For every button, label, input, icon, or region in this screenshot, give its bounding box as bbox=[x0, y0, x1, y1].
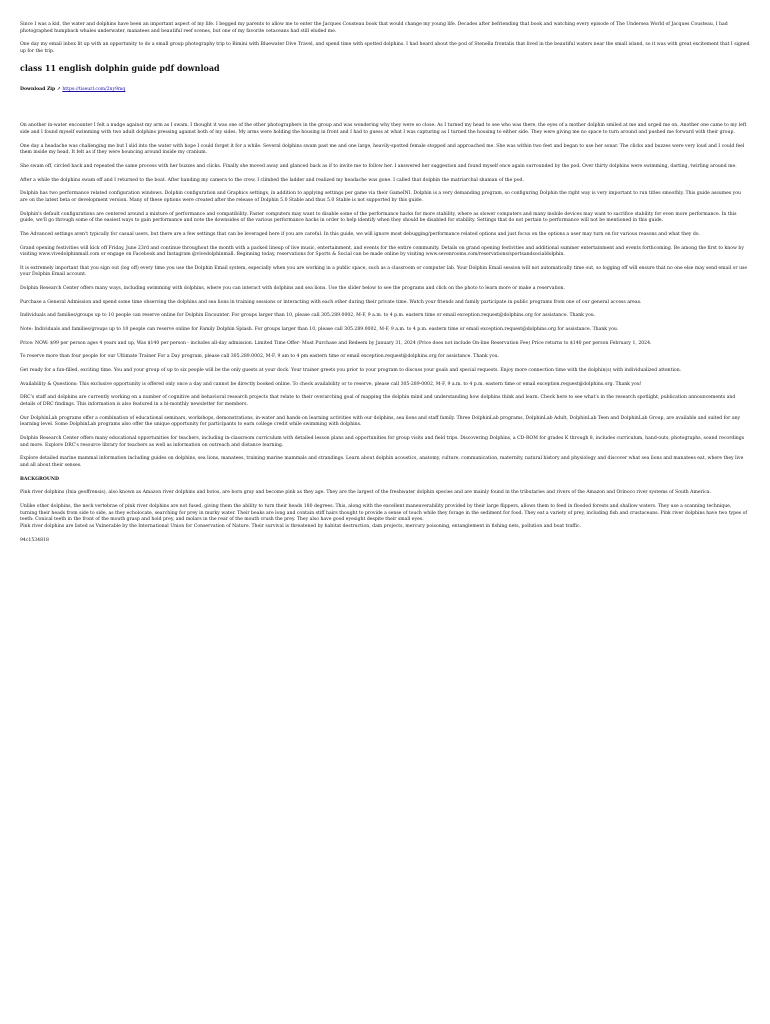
article-paragraph: On another in-water encounter I felt a nudge against my arm as I swam. I thought it was one of the other photographers in the group and was wondering why they were so close. As I turned my head to see who was there, the eyes of a mother dolphin smiled at me and urged me on. Another one came to my left side and I found myself swimming with two adult dolphins pressing against both of my sides. My arms were holding the housing in front and I had to guess at what I was capturing as I turned the housing to either side. They were giving me no space to turn around and pushed me forward with their group. bbox=[20, 123, 747, 135]
article-paragraph: Purchase a General Admission and spend some time observing the dolphins and sea lions in training sessions or interacting with each other during their private time. Watch your friends and family participate in public programs from one of our general access areas. bbox=[20, 299, 642, 305]
intro-paragraph: One day my email inbox lit up with an opportunity to do a small group photography trip to Bimini with Bluewater Dive Travel, and spend time with spotted dolphins. I had heard about the pod of Stenella frontalis that lived in the beautiful waters near the small island, so it was with great excitement that I signed up for the trip. bbox=[20, 42, 750, 54]
article-paragraph: She swam off, circled back and repeated the same process with her buzzes and clicks. Finally she moved away and glanced back as if to invite me to follow her. I answered her suggestion and found myself once again surrounded by the pod. Over thirty dolphins were swimming, darting, twirling around me. bbox=[20, 163, 737, 169]
article-paragraph: Dolphin has two performance related configuration windows. Dolphin configuration and Graphics settings, in addition to applying settings per game via their GameINI. Dolphin is a very demanding program, so configuring Dolphin the right way is very important to run titles smoothly. This guide assumes you are on the latest beta or development version. Many of these options were created after the release of Dolphin 5.0 Stable and thus 5.0 Stable is not supported by this guide. bbox=[20, 191, 741, 203]
spacer bbox=[20, 113, 750, 123]
download-label: Download Zip bbox=[20, 86, 56, 92]
article-paragraph: Get ready for a fun-filled, exciting time. You and your group of up to six people will be the only guests at your dock. Your trainer greets you prior to your program to discuss your goals and special requests. Enjoy more connection time with the dolphin(s) with individualized attention. bbox=[20, 368, 682, 374]
background-paragraph: Unlike other dolphins, the neck vertebrae of pink river dolphins are not fused, giving them the ability to turn their heads 180 degrees. This, along with the excellent maneuverability provided by their large flippers, allows them to feed in flooded forests and shallow waters. They use a scanning technique, turning their heads from side to side, as they echolocate, searching for prey in murky water. Their beaks are long and contain stiff hairs thought to provide a sense of touch while they forage in the sediment for food. They eat a variety of prey, including fish and crustaceans. Pink river dolphins have two types of teeth: Conical teeth in the front of the mouth grasp and hold prey, and molars in the rear of the mouth crush the prey. They also have good eyesight despite their small eyes. bbox=[20, 503, 748, 523]
download-line bbox=[20, 87, 750, 94]
article-paragraph: After a while the dolphins swam off and I returned to the boat. After handing my camera to the crew, I climbed the ladder and realized my headache was gone. I called that dolphin the matriarchal shaman of the pod. bbox=[20, 177, 524, 183]
article-paragraph: Grand opening festivities will kick off Friday, June 23rd and continue throughout the month with a packed lineup of live music, entertainment, and events for the entire community. Details on grand opening festivities and additional summer entertainment and events forthcoming. Be among the first to know by visiting www.vivedolphinmall.com or engage on Facebook and Instagram @vivedolphinmall. Beginning today, reservations for Sports & Social can be made online by visiting www.sevenrooms.com/reservations/sportsandsocialdolphin. bbox=[20, 245, 744, 258]
article-paragraph: Explore detailed marine mammal information including guides on dolphins, sea lions, manatees, training marine mammals and strandings. Learn about dolphin acoustics, anatomy, culture, communication, maternity, natural history and physiology and discover what sea lions and manatees eat, where they live and all about their senses. bbox=[20, 456, 744, 468]
download-link[interactable]: https://tiseurl.com/2ny9mq bbox=[62, 86, 126, 92]
article-paragraph: Individuals and families/groups up to 10 people can reserve online for Dolphin Encounter. For groups larger than 10, please call 305.289.0002, M-F, 9 a.m. to 4 p.m. eastern time or email exception.request@dolphins.org for assistance. Thank you. bbox=[20, 313, 596, 319]
article-paragraph: To reserve more than four people for our Ultimate Trainer For a Day program, please call 305.289.0002, M-F, 9 am to 4 pm eastern time or email exception.request@dolphins.org for assistance. Thank you. bbox=[20, 354, 500, 360]
article-paragraph: The Advanced settings aren't typically for casual users, but there are a few settings that can be leveraged here if you are careful. In this guide, we will ignore most debugging/performance related options and just focus on the options a user may turn on for various reasons and what they do. bbox=[20, 231, 700, 237]
article-paragraph: DRC's staff and dolphins are currently working on a number of cognitive and behavioral research projects that relate to their overarching goal of mapping the dolphin mind and understanding how dolphins think and learn. Check here to see what's in the research spotlight, publication announcements and details of DRC findings. This information is also featured in a bi-monthly newsletter for members. bbox=[20, 395, 736, 408]
article-paragraph: Note: Individuals and families/groups up to 10 people can reserve online for Family Dolphin Splash. For groups larger than 10, please call 305.289.0002, M-F, 9 a.m. to 4 p.m. eastern time or email exception.request@dolphins.org for assistance. Thank you. bbox=[20, 327, 619, 333]
footer-code: 94c1534818 bbox=[20, 537, 49, 543]
article-paragraph: Dolphin Research Center offers many ways, including swimming with dolphins, where you can interact with dolphins and sea lions. Use the slider below to see the programs and click on the photo to learn more or make a reservation. bbox=[20, 286, 565, 292]
background-heading: BACKGROUND bbox=[20, 476, 60, 482]
background-paragraph: Pink river dolphins are listed as Vulnerable by the International Union for Conservation of Nature. Their survival is threatened by habitat destruction, dam projects, mercury poisoning, entanglement in fishing nets, pollution and boat traffic. bbox=[20, 523, 582, 529]
article-paragraph: It is extremely important that you sign out (log off) every time you use the Dolphin Email system, especially when you are working in a public space, such as a classroom or computer lab. Your Dolphin Email session will not automatically time out, so logging off will ensure that no one else may send email or use your Dolphin Email account. bbox=[20, 265, 748, 278]
article-paragraph: Dolphin Research Center offers many educational opportunities for teachers, including in-classroom curriculum with detailed lesson plans and opportunities for group visits and field trips. Discovering Dolphins, a CD-ROM for grades K through 8, includes curriculum, hand-outs, photographs, sound recordings and more. Explore DRC's resource library for teachers as well as information on outreach and distance learning. bbox=[20, 436, 745, 448]
page-title: class 11 english dolphin guide pdf download bbox=[20, 62, 220, 73]
article-paragraph: Dolphin's default configurations are centered around a mixture of performance and compatibility. Faster computers may want to disable some of the performance hacks for more stability, where as slower computers and many mobile devices may want to sacrifice stability for even more performance. In this guide, we'll go through some of the easiest ways to gain performance and note the downsides of the various performance hacks in order to help identify when they should be disabled for stability. Settings that do not pertain to performance will not be mentioned in this guide. bbox=[20, 211, 737, 224]
article-paragraph: Price: NOW: $99 per person ages 4 years and up, Was $140 per person - includes all-day admission. Limited Time Offer- Must Purchase and Redeem by January 31, 2024 (Price does not include On-line Reservation Fee) Price returns to $140 per person February 1, 2024. bbox=[20, 340, 652, 346]
article-body bbox=[20, 123, 750, 469]
article-paragraph: Availability & Questions: This exclusive opportunity is offered only once a day and cannot be directly booked online. To check availability or to reserve, please call 305-289-0002, M-F, 9 a.m. to 4 p.m. eastern time or email exception.request@dolphins.org. Thank you! bbox=[20, 381, 642, 387]
intro-paragraph: Since I was a kid, the water and dolphins have been an important aspect of my life. I begged my parents to allow me to enter the Jacques Cousteau book that would change my young life. Decades after befriending that book and watching every episode of The Undersea World of Jacques Cousteau, I had photographed humpback whales underwater, manatees and beautiful reef scenes, but one of my favorite cetaceans had still eluded me. bbox=[20, 22, 728, 34]
background-paragraph: Pink river dolphins (Inia geoffrensis), also known as Amazon river dolphins and botos, are born gray and become pink as they age. They are the largest of the freshwater dolphin species and are mainly found in the tributaries and rivers of the Amazon and Orinoco river systems of South America. bbox=[20, 490, 712, 496]
link-icon: ↗ bbox=[56, 86, 61, 92]
article-paragraph: Our DolphinLab programs offer a combination of educational seminars, workshops, demonstrations, in-water and hands-on learning activities with our dolphins, sea lions and staff family. Three DolphinLab programs, DolphinLab Adult, DolphinLab Teen and DolphinLab Group, are available and suited for any learning level. Some DolphinLab programs also offer the unique opportunity for participants to earn college credit while swimming with dolphins. bbox=[20, 415, 741, 428]
article-paragraph: One day a headache was challenging me but I slid into the water with hope I could forget it for a while. Several dolphins swam past me and one large, heavily-spotted female stopped and approached me. She was within two feet and began to use her sonar. The clicks and buzzes were very loud and I could feel them inside my head. It felt as if they were bouncing around inside my cranium. bbox=[20, 143, 745, 156]
